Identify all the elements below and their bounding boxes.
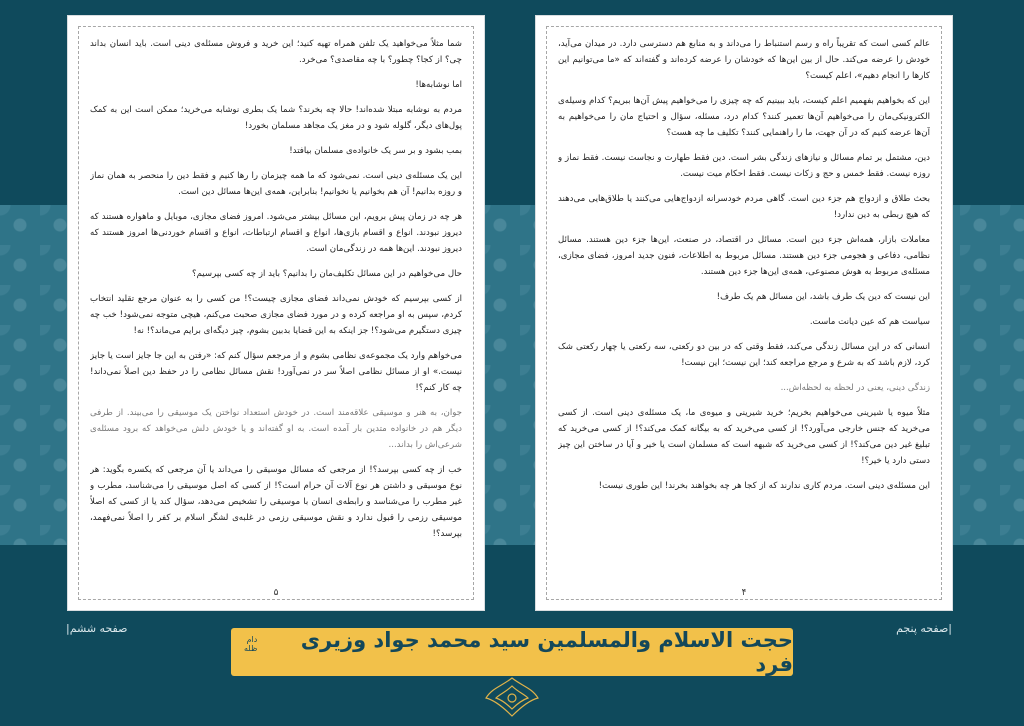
- paragraph: زندگی دینی، یعنی در لحظه به لحظه‌اش...: [780, 383, 930, 393]
- paragraph: مردم به نوشابه مبتلا شده‌اند! حالا چه بخرند؟ شما یک بطری نوشابه می‌خرید؛ ممکن است این به کمک پول‌های دیگر، گلوله شود و در مغز یک مجاهد مسلمان بخورد!: [90, 105, 462, 131]
- paragraph: حال می‌خواهیم در این مسائل تکلیف‌مان را بدانیم؟ باید از چه کسی بپرسیم؟: [192, 269, 462, 279]
- caption-left-page: صفحه ششم|: [66, 622, 128, 635]
- paragraph: عالم کسی است که تقریباً راه و رسم استنباط را می‌داند و به منابع هم دسترسی دارد. در میدان می‌آید، خودش را عرضه می‌کند. حال از بین این‌ها که خودشان را عرضه کرده‌اند و گفته‌اند که «ما می‌توانیم این کارها را انجام دهیم»، اعلم کیست؟: [558, 39, 930, 81]
- paragraph: این مسئله‌ی دینی است. مردم کاری ندارند که از کجا هر چه بخواهند بخرند! این طوری نیست!: [598, 481, 930, 491]
- honorific-mark: دام ظله: [244, 635, 258, 653]
- ornament-icon: [482, 676, 542, 718]
- page-text-block: [90, 36, 462, 580]
- paragraph: جوان، به هنر و موسیقی علاقه‌مند است. در خودش استعداد نواختن یک موسیقی را می‌بیند. از طرفی دیگر هم در خانواده متدین بار آمده است. به او گفته‌اند و یا خودش دلش می‌خواهد که برود مسئله‌ی شرعی‌اش را بداند...: [90, 408, 462, 450]
- paragraph: سیاست هم که عین دیانت ماست.: [809, 317, 930, 327]
- paragraph: از کسی بپرسیم که خودش نمی‌داند فضای مجازی چیست؟! من کسی را به عنوان مرجع تقلید انتخاب کردم، سپس به او مراجعه کرده و در مورد فضای مجازی صحبت می‌کنم، هیچی متوجه نمی‌شود! خب چه چیزی دستگیرم می‌شود؟! جز اینکه به این قضایا بدبین بشوم، چیز دیگه‌ای برایم می‌ماند؟! نه!: [90, 294, 462, 336]
- paragraph: بمب بشود و بر سر یک خانواده‌ی مسلمان بیافتد!: [289, 146, 462, 156]
- paragraph: این که بخواهیم بفهمیم اعلم کیست، باید ببینیم که چه چیزی را می‌خواهیم پیش آن‌ها ببریم؟ کدام وسیله‌ی الکترونیکی‌مان را می‌خواهیم آن‌ها تعمیر کنند؟ کدام درد، مسئله، سؤال و احتیاج مان را می‌خواهیم به آن‌ها عرضه کنیم که در آن جهت، ما را راهنمایی کنند؟ تکلیف ما چه هست؟: [558, 96, 930, 138]
- page-number: ۵: [273, 588, 279, 598]
- page-text-block: [558, 36, 930, 580]
- paragraph: می‌خواهم وارد یک مجموعه‌ی نظامی بشوم و از مرجعم سؤال کنم که: «رفتن به این جا جایز است یا جایز نیست.» او از مسائل نظامی اصلاً سر در نمی‌آورد! نقش مسائل نظامی را در حفظ دین اصلاً نمی‌داند! چه کار کنم؟!: [90, 351, 462, 393]
- paragraph: بحث طلاق و ازدواج هم جزء دین است. گاهی مردم خودسرانه ازدواج‌هایی می‌کنند یا طلاق‌هایی می‌دهند که هیچ ربطی به دین ندارد!: [558, 194, 930, 220]
- paragraph: این نیست که دین یک طرف باشد، این مسائل هم یک طرف!: [716, 292, 930, 302]
- page-number: ۴: [741, 588, 747, 598]
- right-book-page: [536, 16, 952, 610]
- left-book-page: [68, 16, 484, 610]
- paragraph: هر چه در زمان پیش برویم، این مسائل بیشتر می‌شود. امروز فضای مجازی، موبایل و ماهواره هستند که دیروز نبودند. انواع و اقسام بازی‌ها، انواع و اقسام ارتباطات، انواع و اقسام خوردنی‌ها امروز هستند که دیروز نبودند. این‌ها همه در زندگی‌مان است.: [90, 212, 462, 254]
- paragraph: معاملات بازار، همه‌اش جزء دین است. مسائل در اقتصاد، در صنعت، این‌ها جزء دین هستند. مسائل نظامی، دفاعی و هجومی جزء دین هستند. مسائل مربوط به اطلاعات، فنون جدید امروز، فضای مجازی، مسئله‌ی مربوط به هوش مصنوعی، همه‌ی این‌ها جزء دین هستند.: [558, 235, 930, 277]
- paragraph: خب از چه کسی بپرسد؟! از مرجعی که مسائل موسیقی را می‌داند یا آن مرجعی که یکسره بگوید: هر نوع موسیقی و داشتن هر نوع آلات آن حرام است؟! از کسی که اصل موسیقی را می‌شناسد، مطرب و غیر مطرب را می‌شناسد و رابطه‌ی انسان با موسیقی را تشخیص می‌دهد، سؤال کند یا از کسی که اصلاً موسیقی رزمی را قبول ندارد و نقش موسیقی رزمی در غلبه‌ی لشگر اسلام بر کفر را اصلاً نمی‌فهمد، بپرسد؟!: [90, 465, 462, 539]
- paragraph: این یک مسئله‌ی دینی است. نمی‌شود که ما همه چیزمان را رها کنیم و فقط دین را منحصر به همان نماز و روزه بدانیم! آن هم بخوانیم یا نخوانیم! بنابراین، همه‌ی این‌ها مسائل دین است.: [90, 171, 462, 197]
- author-title: حجت الاسلام والمسلمین سید محمد جواد وزیری فرد: [300, 628, 793, 676]
- paragraph: مثلاً میوه یا شیرینی می‌خواهیم بخریم؛ خرید شیرینی و میوه‌ی ما، یک مسئله‌ی دینی است. از کسی می‌خرید که جنس خارجی می‌آورد؟! از کسی می‌خرید که به بیگانه کمک می‌کند؟! از کسی می‌خرید که تبلیغ غیر دین می‌کند؟! از کسی می‌خرید که شبهه است که مسلمان است یا خیر و آیا در ساختن این چیز دستی دارد یا خیر؟!: [558, 408, 930, 466]
- paragraph: دین، مشتمل بر تمام مسائل و نیازهای زندگی بشر است. دین فقط طهارت و نجاست نیست. فقط نماز و روزه نیست. فقط خمس و حج و زکات نیست. فقط احکام میت نیست.: [558, 153, 930, 179]
- caption-right-page: |صفحه پنجم: [896, 622, 952, 635]
- paragraph: شما مثلاً می‌خواهید یک تلفن همراه تهیه کنید؛ این خرید و فروش مسئله‌ی دینی است. باید انسان بداند چی؟ از کجا؟ چطور؟ با چه مقاصدی؟ می‌خرد.: [90, 39, 462, 65]
- author-banner: [231, 628, 793, 676]
- paragraph: انسانی که در این مسائل زندگی می‌کند، فقط وقتی که در بین دو رکعتی، سه رکعتی یا چهار رکعتی شک کرد، لازم باشد که به شرع و مرجع مراجعه کند؛ این نیست؛ این نیست!: [558, 342, 930, 368]
- paragraph: اما نوشابه‌ها!: [415, 80, 462, 90]
